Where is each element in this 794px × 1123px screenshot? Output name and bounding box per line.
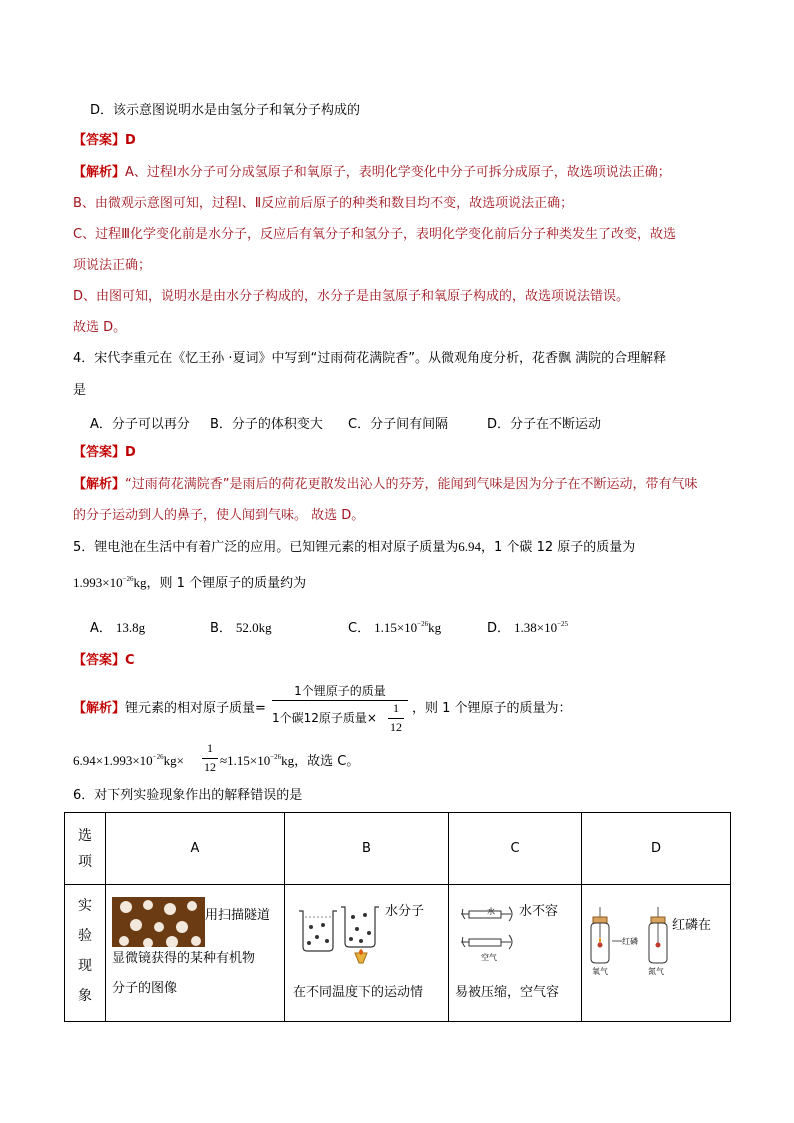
q5-frac-small-one: 1 — [393, 701, 399, 715]
q5-calc-frac-one: 1 — [207, 741, 213, 755]
beakers-diagram-icon — [295, 903, 383, 967]
cell-c-inline-text: 水不容 — [519, 904, 559, 919]
calc-mid: kg× — [163, 753, 184, 768]
cell-d-oxygen-label: 氧气 — [592, 967, 608, 976]
cell-d-inline-text: 红磷在 — [672, 918, 712, 933]
cell-c-line: 易被压缩，空气容 — [455, 985, 560, 1000]
cell-c-air-label: 空气 — [481, 953, 497, 962]
q3-conclusion: 故选 D。 — [73, 320, 127, 335]
option-letter: B． — [210, 621, 232, 636]
q3-analysis-line-3: C、过程Ⅲ化学变化前是水分子，反应后有氧分子和氢分子，表明化学变化前后分子种类发生了改变，故选 — [73, 227, 677, 242]
q5-unit: kg — [133, 575, 147, 590]
option-value: 52.0kg — [235, 620, 272, 635]
answer-tag: 【答案】 — [73, 653, 126, 668]
calc-exp2: −26 — [270, 753, 282, 761]
q4-analysis-line-2: 的分子运动到人的鼻子，使人闻到气味。 故选 D。 — [73, 508, 365, 523]
q4-stem-line-2: 是 — [73, 383, 87, 398]
analysis-tag: 【解析】 — [73, 477, 126, 492]
option-value: 13.8g — [115, 620, 146, 635]
cell-a-inline-text: 用扫描隧道 — [205, 908, 271, 923]
q4-option-c: C．分子间有间隔 — [348, 417, 449, 432]
q5-stem-text: 5．锂电池在生活中有着广泛的应用。已知锂元素的相对原子质量为 — [73, 540, 459, 555]
q5-analysis-lead — [73, 700, 266, 718]
cell-a-line-1: 显微镜获得的某种有机物 — [112, 951, 256, 966]
cell-d — [582, 885, 731, 1022]
q4-answer — [73, 444, 136, 462]
q3-analysis-line-1 — [73, 164, 671, 182]
table-header-c: C — [449, 813, 582, 885]
q5-frac-numerator: 1个锂原子的质量 — [294, 684, 386, 698]
table-header-b: B — [285, 813, 449, 885]
molecule-image — [112, 897, 205, 947]
q5-calc-frac-twelve: 12 — [204, 760, 216, 774]
calc-result: ≈1.15×10 — [220, 753, 271, 768]
q5-analysis-tail: ，则 1 个锂原子的质量为： — [412, 701, 572, 716]
q6-stem: 6．对下列实验现象作出的解释错误的是 — [73, 788, 303, 803]
q5-li-mass: 6.94 — [458, 539, 482, 554]
analysis-tag: 【解析】 — [73, 701, 126, 716]
q5-frac-denominator: 1个碳12原子质量× — [272, 711, 377, 725]
q5-stem-end: ，则 1 个锂原子的质量约为 — [146, 576, 307, 591]
q5-frac-small-twelve: 12 — [390, 720, 402, 734]
q5-c-exp: −26 — [122, 575, 134, 583]
table-header-label — [65, 813, 106, 885]
calc-unit: kg — [281, 753, 295, 768]
analysis-text: “过雨荷花满院香”是雨后的荷花更散发出沁人的芬芳，能闻到气味是因为分子在不断运动，带有气味 — [125, 477, 698, 492]
option-letter: C． — [348, 621, 371, 636]
q3-analysis-line-2: B、由微观示意图可知，过程Ⅰ、Ⅱ反应前后原子的种类和数目均不变，故选项说法正确； — [73, 196, 574, 211]
q5-stem-line-1 — [73, 538, 635, 557]
q5-option-a — [90, 617, 145, 636]
q4-stem-line-1: 4．宋代李重元在《忆王孙 ·夏词》中写到“过雨荷花满院香”。从微观角度分析，花香飘 满院的合理解释 — [73, 351, 667, 366]
option-letter: A． — [90, 621, 112, 636]
calc-lead: 6.94×1.993×10 — [73, 753, 153, 768]
q5-answer — [73, 652, 135, 670]
calc-conclusion: ，故选 C。 — [294, 754, 360, 769]
cell-b-inline-text: 水分子 — [385, 904, 425, 919]
q5-stem-line-2 — [73, 574, 306, 594]
q5-frac-small-bar — [388, 718, 404, 719]
q5-stem-mid: ，1 个碳 12 原子的质量为 — [481, 540, 636, 555]
q3-option-d: D．该示意图说明水是由氢分子和氧分子构成的 — [90, 103, 361, 118]
analysis-tag: 【解析】 — [73, 165, 126, 180]
table-row-label — [65, 885, 106, 1022]
cell-b — [285, 885, 449, 1022]
q5-option-c — [348, 617, 441, 636]
cell-a — [106, 885, 285, 1022]
analysis-text: A、过程Ⅰ水分子可分成氢原子和氧原子，表明化学变化中分子可拆分成原子，故选项说法正确； — [125, 165, 671, 180]
option-letter: D． — [487, 621, 511, 636]
answer-value: C — [125, 653, 135, 668]
option-value: 1.38×10 — [514, 620, 558, 635]
q3-analysis-line-5: D、由图可知，说明水是由水分子构成的，水分子是由氢原子和氧原子构成的，故选项说法错误。 — [73, 289, 630, 304]
calc-exp: −26 — [152, 753, 164, 761]
q6-table — [64, 812, 731, 1022]
option-exp: −25 — [557, 620, 569, 628]
cell-d-phosphorus-label: 红磷 — [622, 937, 638, 946]
option-unit: kg — [428, 620, 442, 635]
cell-c-water-label: 水 — [487, 907, 495, 916]
q3-answer — [73, 132, 136, 150]
q5-calc-frac-bar — [202, 758, 218, 759]
q5-option-b — [210, 617, 272, 636]
cell-b-line: 在不同温度下的运动情 — [293, 985, 424, 1000]
cell-d-nitrogen-label: 氮气 — [648, 967, 664, 976]
answer-value: D — [125, 445, 136, 460]
row-label-text: 实验现象 — [78, 898, 92, 1004]
q4-analysis-line-1 — [73, 476, 698, 494]
option-value: 1.15×10 — [374, 620, 418, 635]
answer-value: D — [125, 133, 136, 148]
cell-c — [449, 885, 582, 1022]
analysis-text: 锂元素的相对原子质量= — [125, 701, 266, 716]
option-exp: −26 — [417, 620, 429, 628]
cell-a-line-2: 分子的图像 — [112, 981, 178, 996]
table-header-d: D — [582, 813, 731, 885]
table-header-a: A — [106, 813, 285, 885]
answer-tag: 【答案】 — [73, 133, 126, 148]
header-label-text: 选项 — [78, 827, 92, 870]
q3-analysis-line-4: 项说法正确； — [73, 258, 152, 273]
q4-option-b: B．分子的体积变大 — [210, 417, 323, 432]
q4-option-d: D．分子在不断运动 — [487, 417, 602, 432]
q5-calc-result — [220, 752, 359, 772]
q4-option-a: A．分子可以再分 — [90, 417, 190, 432]
q5-option-d — [487, 617, 568, 636]
q5-calc-line — [73, 752, 184, 772]
answer-tag: 【答案】 — [73, 445, 126, 460]
q5-c-mass: 1.993×10 — [73, 575, 123, 590]
